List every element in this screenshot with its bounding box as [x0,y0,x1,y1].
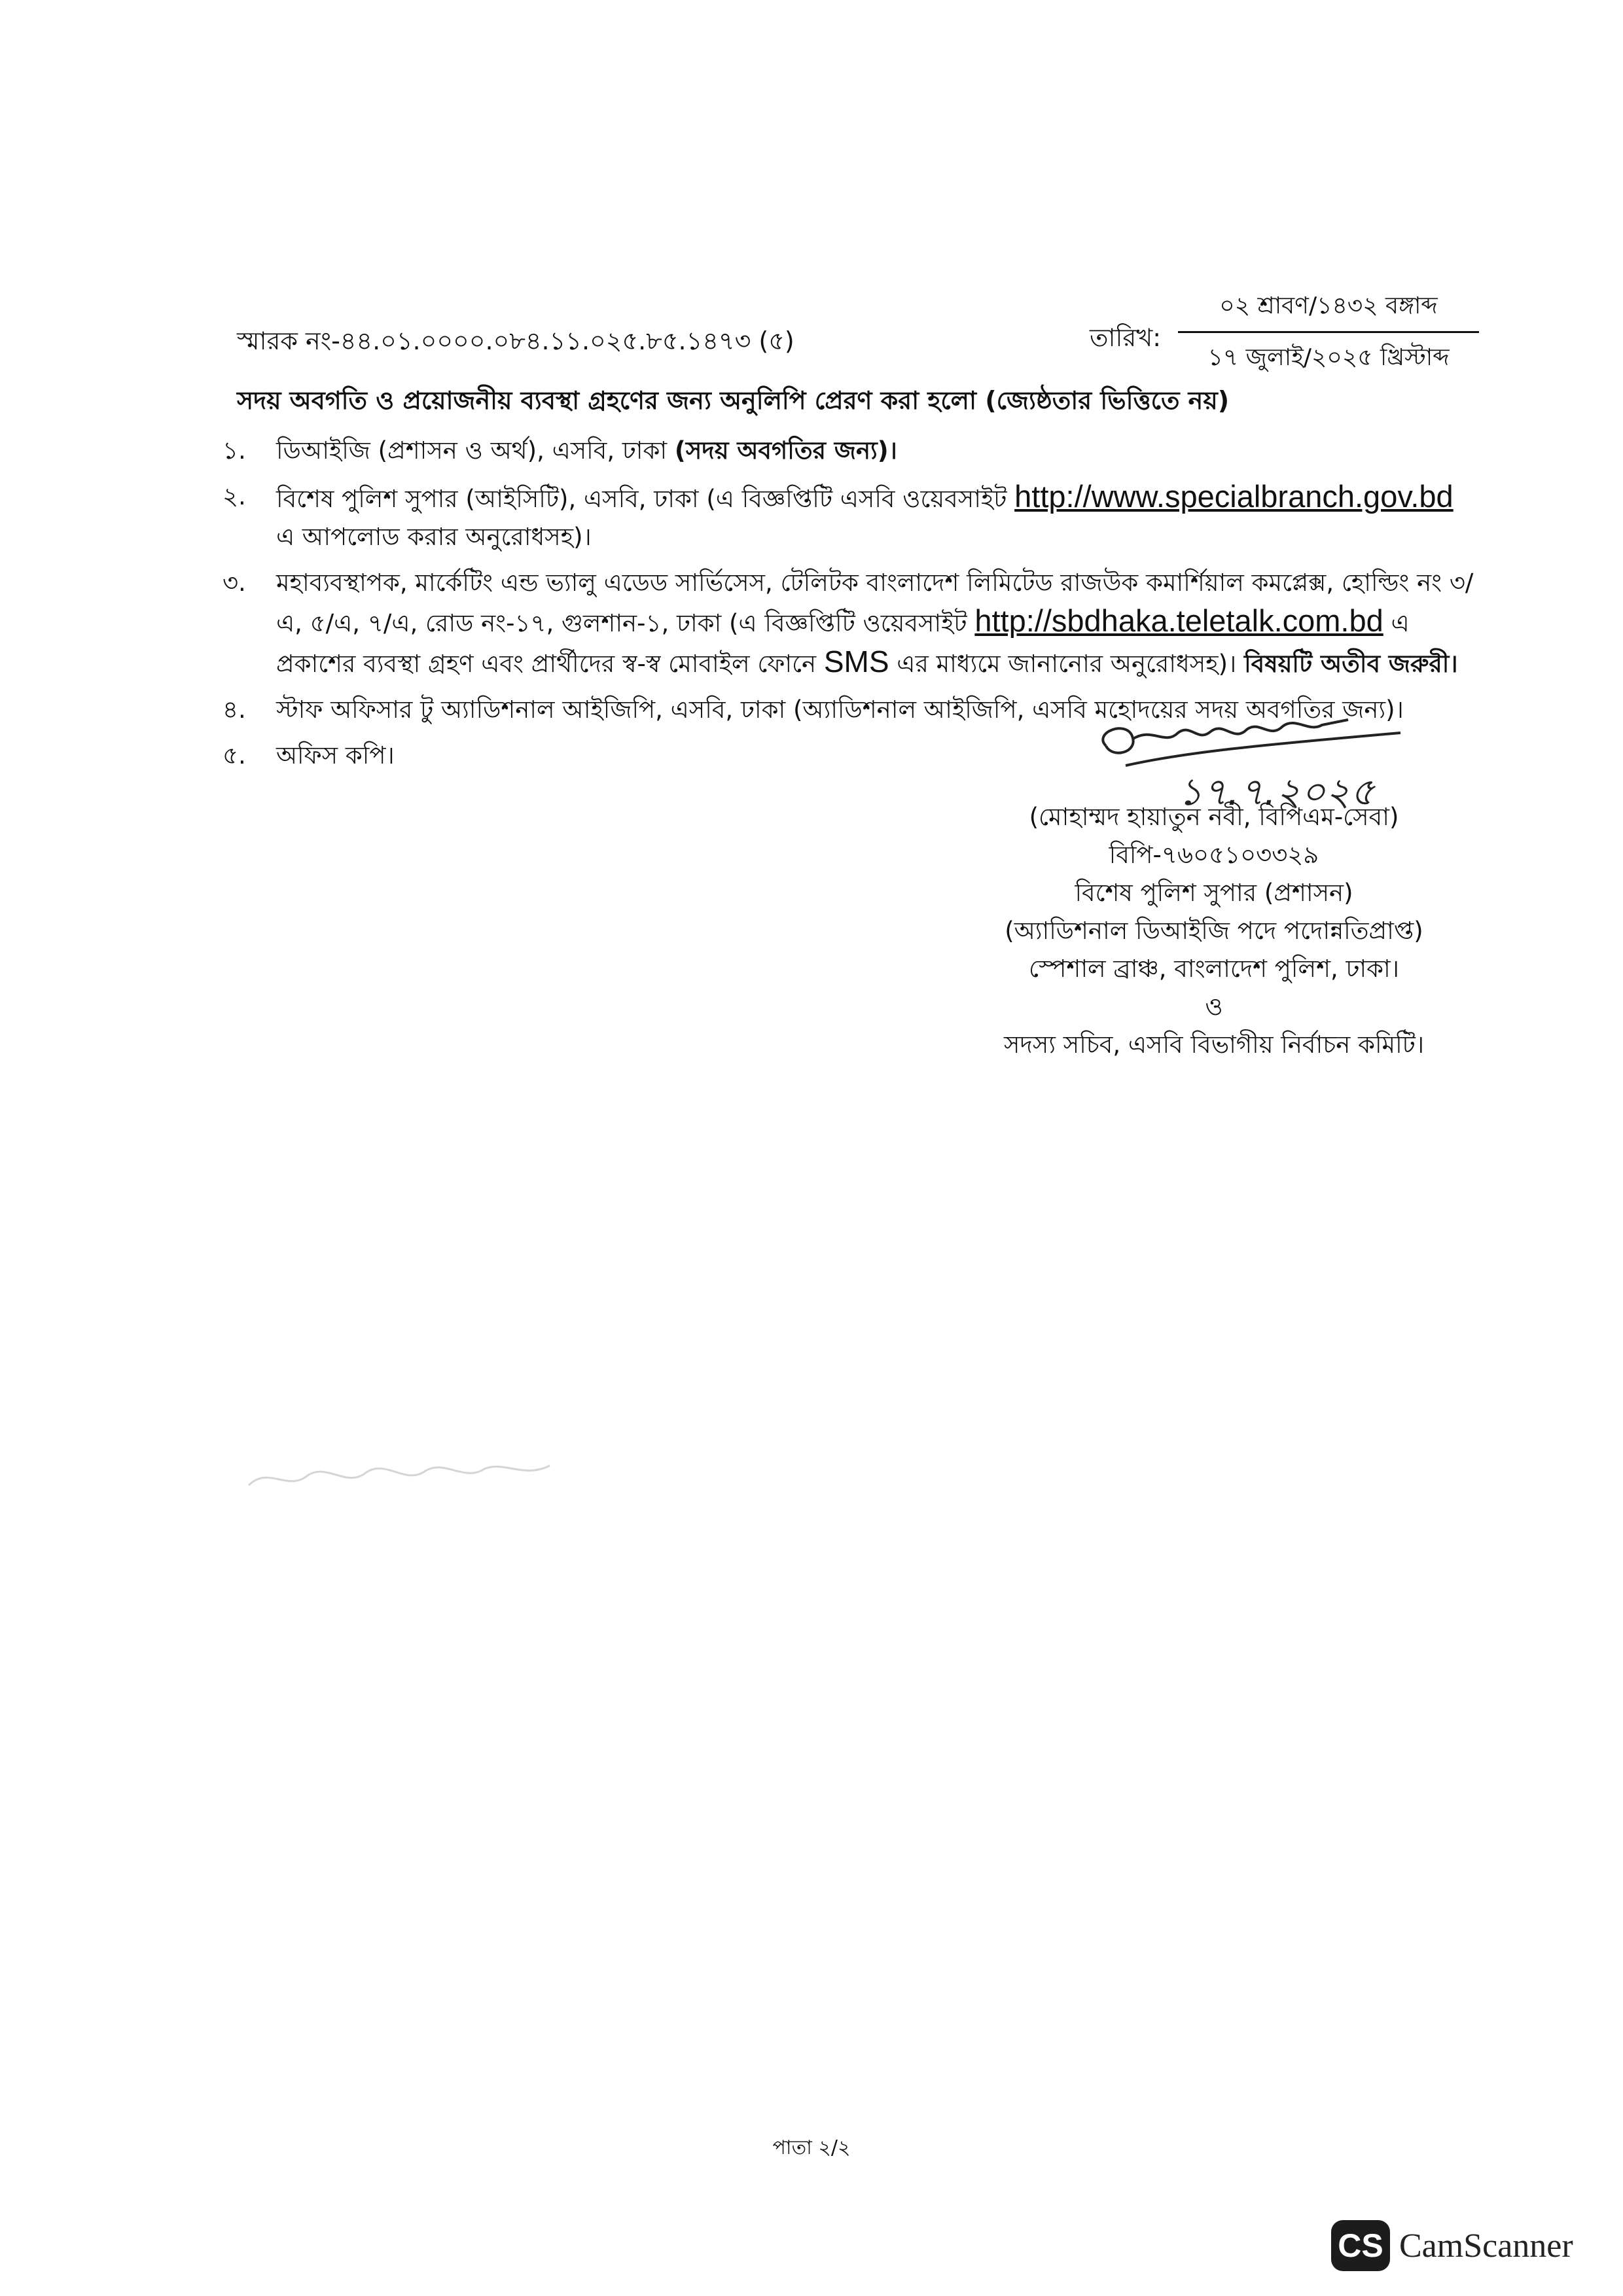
signatory-promotion: (অ্যাডিশনাল ডিআইজি পদে পদোন্নতিপ্রাপ্ত) [1005,917,1423,945]
item-number: ১. [223,436,246,465]
signatory-office: স্পেশাল ব্রাঞ্চ, বাংলাদেশ পুলিশ, ঢাকা। [1028,955,1399,983]
item-number: ২. [223,482,246,510]
item-text: স্টাফ অফিসার টু অ্যাডিশনাল আইজিপি, এসবি, ঢাকা (অ্যাডিশনাল আইজিপি, এসবি মহোদয়ের সদয় অবগতির জন্য)। [276,696,1404,724]
date-block [1178,288,1479,379]
signatory-designation: বিশেষ পুলিশ সুপার (প্রশাসন) [1075,879,1353,907]
list-item [223,478,1479,556]
item-text: বিশেষ পুলিশ সুপার (আইসিটি), এসবি, ঢাকা (এ বিজ্ঞপ্তিটি এসবি ওয়েবসাইট [276,485,1015,513]
list-item [223,432,1479,470]
signatory-committee: সদস্য সচিব, এসবি বিভাগীয় নির্বাচন কমিটি। [1003,1031,1425,1059]
signature-date: ১৭.৭.২০২৫ [1178,769,1375,814]
signatory-name: (মোহাম্মদ হায়াতুন নবী, বিপিএম-সেবা) [1029,803,1399,831]
faint-signature-bleed [242,1446,569,1511]
item-bold-text: (সদয় অবগতির জন্য)। [674,436,897,465]
date-english: ১৭ জুলাই/২০২৫ খ্রিস্টাব্দ [1207,344,1450,371]
website-link[interactable]: http://www.specialbranch.gov.bd [1014,479,1454,514]
page-number: পাতা ২/২ [772,2136,851,2159]
signatory-conjunction: ও [1205,993,1223,1021]
camscanner-text: CamScanner [1399,2227,1573,2265]
item-text-cont: এ প্রকাশের ব্যবস্থা গ্রহণ এবং প্রার্থীদের স্ব-স্ব মোবাইল ফোনে [276,609,1410,678]
item-text-cont: এ আপলোড করার অনুরোধসহ)। [276,523,592,551]
memo-number: স্মারক নং-৪৪.০১.০০০০.০৮৪.১১.০২৫.৮৫.১৪৭৩ (৫) [237,327,794,355]
item-bold-text: বিষয়টি অতীব জরুরী। [1244,650,1458,678]
item-number: ৫. [223,741,246,769]
camscanner-logo: CS [1331,2220,1390,2271]
list-item [223,564,1479,683]
date-bangla: ০২ শ্রাবণ/১৪৩২ বঙ্গাব্দ [1178,288,1479,333]
item-text-cont2: এর মাধ্যমে জানানোর অনুরোধসহ)। [889,650,1245,678]
signatory-bp: বিপি-৭৬০৫১০৩৩২৯ [1109,841,1319,869]
date-label: তারিখ: [1090,323,1162,352]
item-text: অফিস কপি। [276,741,395,769]
item-number: ৪. [223,696,246,724]
item-number: ৩. [223,569,246,597]
item-text: ডিআইজি (প্রশাসন ও অর্থ), এসবি, ঢাকা [276,436,675,465]
website-link[interactable]: http://sbdhaka.teletalk.com.bd [974,603,1383,638]
sms-text: SMS [823,645,889,679]
copy-heading: সদয় অবগতি ও প্রয়োজনীয় ব্যবস্থা গ্রহণের জন্য অনুলিপি প্রেরণ করা হলো (জ্যেষ্ঠতার ভিত্তিতে নয়) [237,386,1230,415]
item-text: মহাব্যবস্থাপক, মার্কেটিং এন্ড ভ্যালু এডেড সার্ভিসেস, টেলিটক বাংলাদেশ লিমিটেড রাজউক কমার্শিয়াল কমপ্লেক্স, হোল্ডিং নং ৩/এ, ৫/এ, ৭/এ, রোড নং-১৭, গুলশান-১, ঢাকা (এ বিজ্ঞপ্তিটি ওয়েবসাইট [276,569,1474,637]
signatory-block [936,798,1492,1064]
